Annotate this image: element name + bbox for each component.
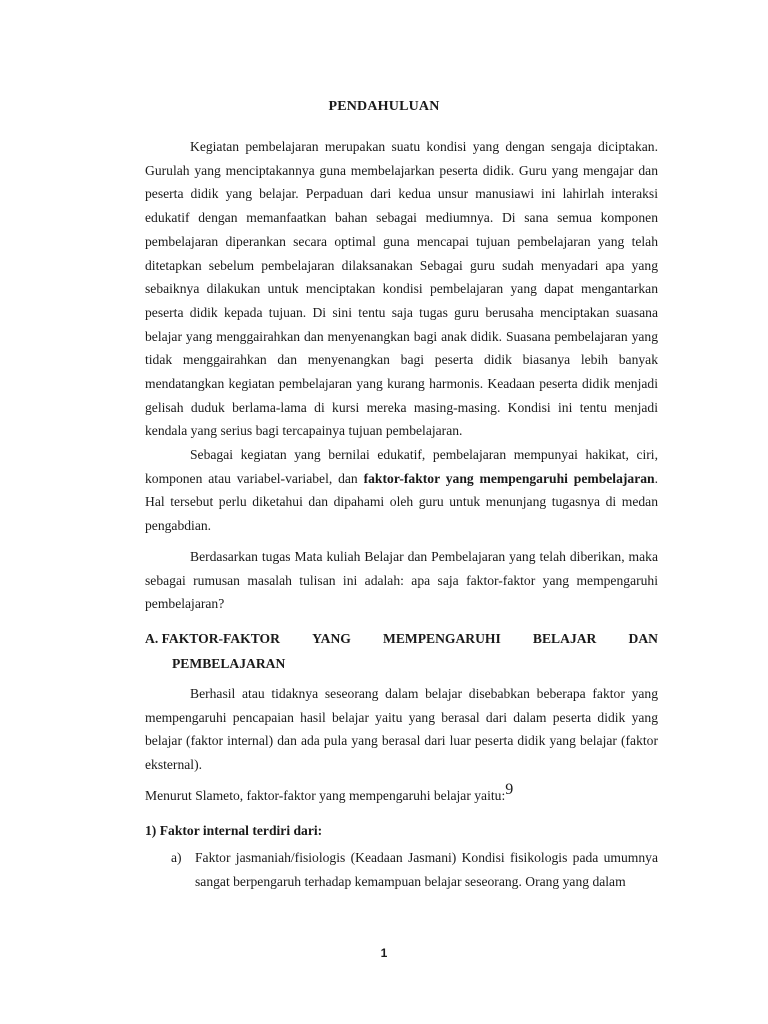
paragraph-hakikat <box>145 443 658 538</box>
section-a-word: YANG <box>312 631 351 646</box>
list-item-internal: 1) Faktor internal terdiri dari: <box>145 823 323 838</box>
paragraph-faktor: Berhasil atau tidaknya seseorang dalam belajar disebabkan beberapa faktor yang mempengaruhi pencapaian hasil belajar yaitu yang berasal dari dalam peserta didik yang belajar (faktor internal) dan ada pula yang berasal dari luar peserta didik yang belajar (faktor eksternal). <box>145 686 658 773</box>
list-item-jasmaniah <box>171 846 658 893</box>
menurut-text: Menurut Slameto, faktor-faktor yang mempengaruhi belajar yaitu: <box>145 788 506 803</box>
section-a-word: DAN <box>628 631 658 646</box>
paragraph-hakikat-text: Sebagai kegiatan yang bernilai edukatif, pembelajaran mempunyai hakikat, ciri, komponen atau variabel-variabel, dan <box>145 447 658 486</box>
section-a-word: BELAJAR <box>532 631 597 646</box>
section-a-marker: A. FAKTOR-FAKTOR <box>145 631 280 646</box>
paragraph-hakikat-bold: faktor-faktor yang mempengaruhi pembelajaran <box>363 470 655 486</box>
paragraph-hakikat-tail: . Hal tersebut perlu diketahui dan dipahami oleh guru untuk menunjang tugasnya di medan pengabdian. <box>145 470 658 534</box>
section-a-heading-line2: PEMBELAJARAN <box>172 656 286 671</box>
list-marker: a) <box>171 850 182 865</box>
footnote-reference: 9 <box>505 781 514 798</box>
page-number: 1 <box>380 946 388 960</box>
list-item-text: Faktor jasmaniah/fisiologis (Keadaan Jasmani) Kondisi fisikologis pada umumnya sangat berpengaruh terhadap kemampuan belajar seseorang. Orang yang dalam <box>195 850 658 889</box>
menurut-slameto <box>145 781 658 806</box>
section-a-heading <box>145 626 658 676</box>
document-title: PENDAHULUAN <box>328 99 440 114</box>
section-a-word: MEMPENGARUHI <box>382 631 501 646</box>
paragraph-intro: Kegiatan pembelajaran merupakan suatu kondisi yang dengan sengaja diciptakan. Gurulah yang menciptakannya guna membelajarkan peserta didik. Guru yang mengajar dan peserta didik yang belajar. Perpaduan dari kedua unsur manusiawi ini lahirlah interaksi edukatif dengan memanfaatkan bahan sebagai mediumnya. Di sana semua komponen pembelajaran diperankan secara optimal guna mencapai tujuan pembelajaran yang telah ditetapkan sebelum pembelajaran dilaksanakan Sebagai guru sudah menyadari apa yang sebaiknya dilakukan untuk menciptakan kondisi pembelajaran yang dapat mengantarkan peserta didik kepada tujuan. Di sini tentu saja tugas guru berusaha menciptakan suasana belajar yang menggairahkan dan menyenangkan bagi anak didik. Suasana pembelajaran yang tidak menggairahkan dan menyenangkan bagi peserta didik biasanya lebih banyak mendatangkan kegiatan pembelajaran yang kurang harmonis. Keadaan peserta didik menjadi gelisah duduk berlama-lama di kursi mereka masing-masing. Kondisi ini tentu menjadi kendala yang serius bagi tercapainya tujuan pembelajaran. <box>145 139 658 439</box>
section-a-heading-line1 <box>145 626 658 651</box>
paragraph-rumusan-masalah: Berdasarkan tugas Mata kuliah Belajar dan Pembelajaran yang telah diberikan, maka sebagai rumusan masalah tulisan ini adalah: apa saja faktor-faktor yang mempengaruhi pembelajaran? <box>145 549 658 612</box>
